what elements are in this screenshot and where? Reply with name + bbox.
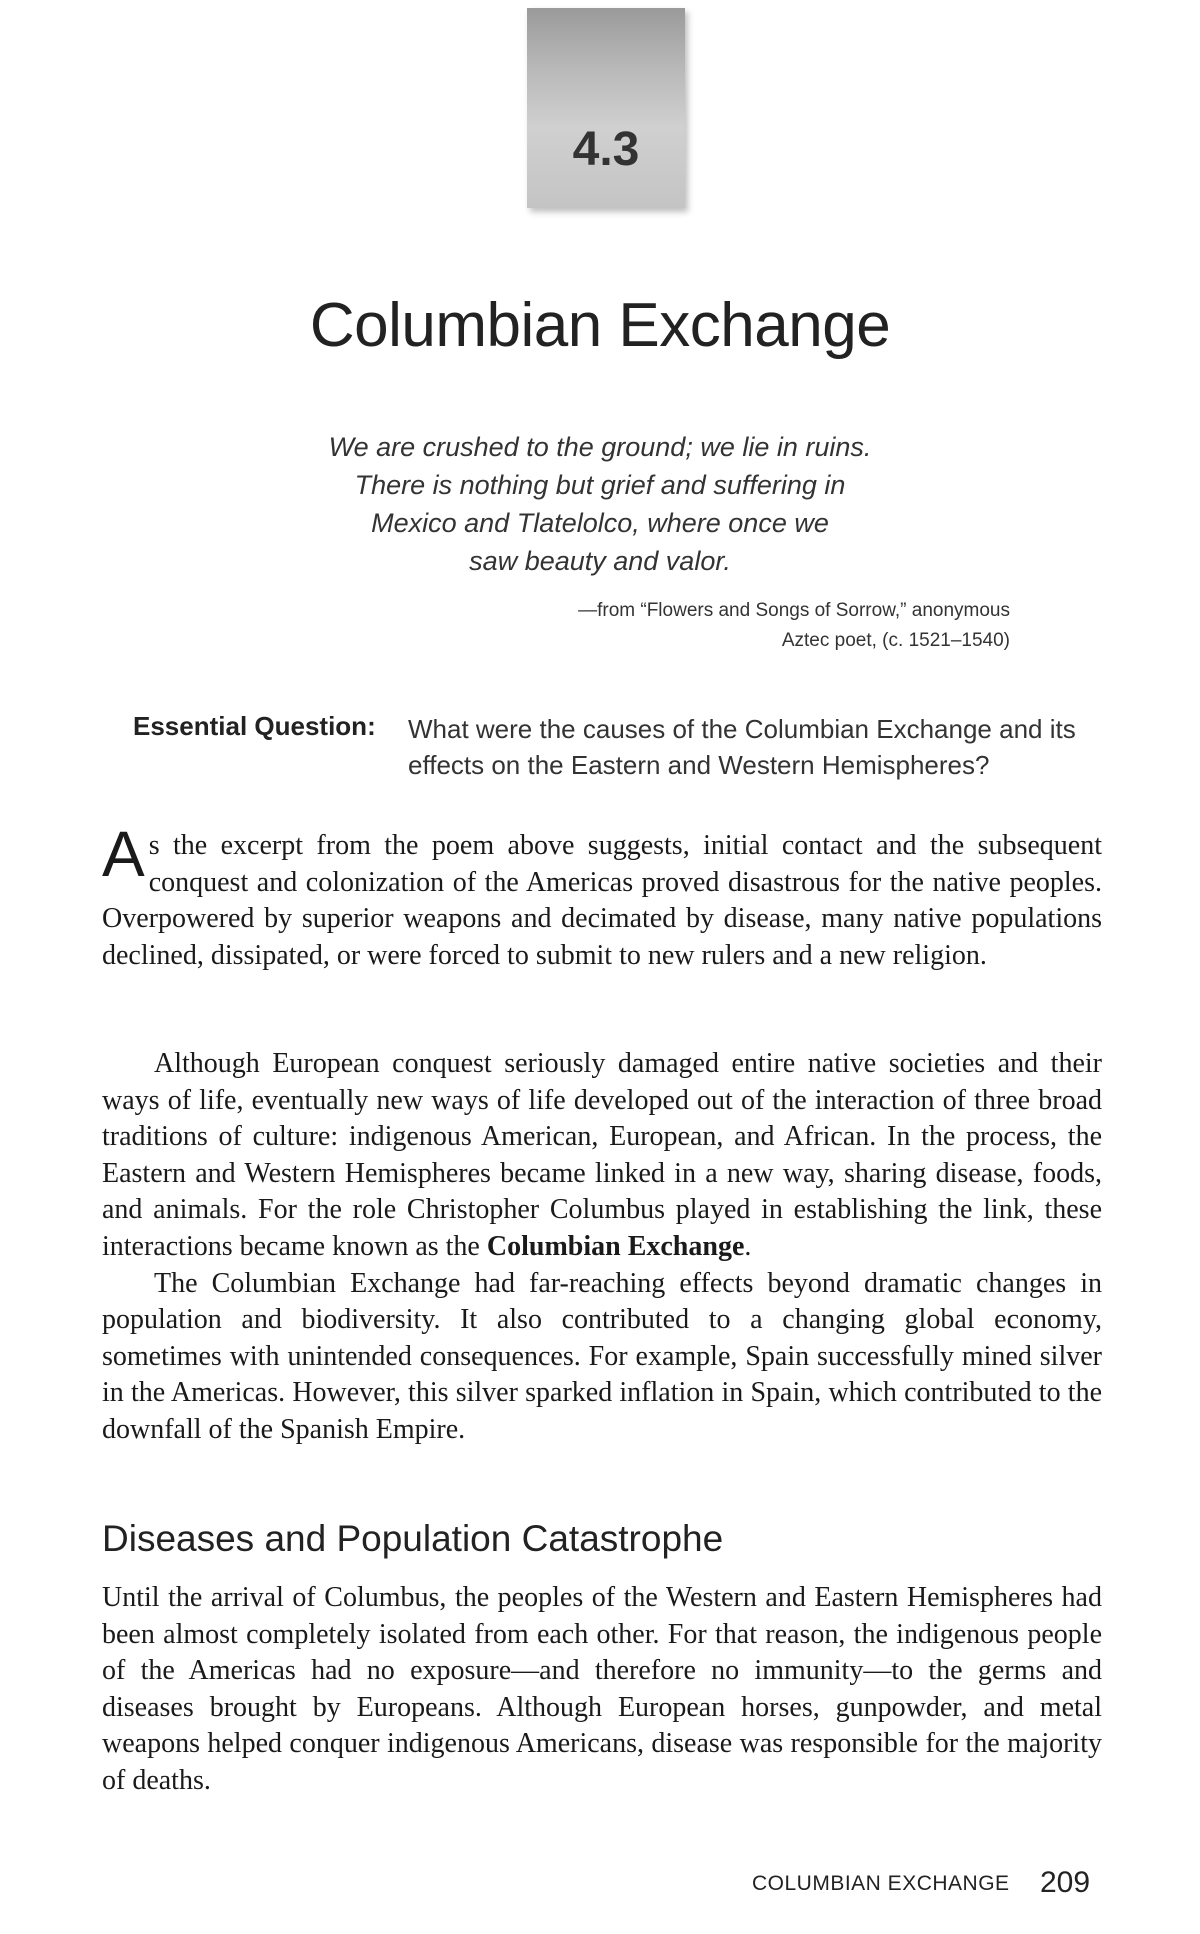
running-head: COLUMBIAN EXCHANGE bbox=[752, 1872, 1010, 1895]
paragraph-3: The Columbian Exchange had far-reaching effects beyond dramatic changes in population and biodiversity. It also contributed to a changing global economy, sometimes with unintended consequences. For example, Spain successfully mined silver in the Americas. However, this silver sparked inflation in Spain, which contributed to the downfall of the Spanish Empire. bbox=[102, 1267, 1102, 1445]
attribution-line: —from “Flowers and Songs of Sorrow,” anonymous bbox=[578, 600, 1010, 621]
page-number: 209 bbox=[1040, 1866, 1091, 1899]
section-paragraph-container bbox=[102, 1580, 1102, 1800]
section-tab bbox=[527, 8, 685, 208]
intro-paragraph bbox=[102, 818, 1102, 974]
epigraph-attribution bbox=[400, 596, 1010, 656]
attribution-line: Aztec poet, (c. 1521–1540) bbox=[781, 630, 1010, 651]
section-heading: Diseases and Population Catastrophe bbox=[102, 1518, 724, 1559]
essential-question-text: What were the causes of the Columbian Exchange and its effects on the Eastern and Western Hemispheres? bbox=[408, 714, 1076, 780]
key-term: Columbian Exchange bbox=[486, 1230, 745, 1262]
paragraph-text: s the excerpt from the poem above suggests, initial contact and the subsequent conquest and colonization of the Americas proved disastrous for the native peoples. Overpowered by superior weapons and decimated by disease, many native populations declined, dissipated, or were forced to submit to new rulers and a new religion. bbox=[102, 830, 1102, 971]
paragraph-text: . bbox=[744, 1230, 752, 1262]
epigraph-line: There is nothing but grief and suffering in bbox=[354, 470, 846, 500]
drop-cap: A bbox=[102, 818, 145, 890]
epigraph-line: saw beauty and valor. bbox=[469, 546, 731, 576]
body-paragraphs bbox=[102, 1046, 1102, 1449]
essential-question-label: Essential Question: bbox=[133, 711, 376, 741]
epigraph bbox=[250, 428, 950, 580]
paragraph-text: Although European conquest seriously damaged entire native societies and their ways of life, eventually new ways of life developed out of the interaction of three broad traditions of culture: indigenous American, European, and African. In the process, the Eastern and Western Hemispheres became linked in a new way, sharing disease, foods, and animals. For the role Christopher Columbus played in establishing the link, these interactions became known as the bbox=[102, 1048, 1102, 1262]
epigraph-line: We are crushed to the ground; we lie in ruins. bbox=[328, 432, 872, 462]
epigraph-line: Mexico and Tlatelolco, where once we bbox=[371, 508, 829, 538]
section-number: 4.3 bbox=[572, 123, 640, 176]
paragraph-2 bbox=[102, 1046, 1102, 1266]
chapter-title: Columbian Exchange bbox=[309, 291, 891, 360]
section-paragraph: Until the arrival of Columbus, the peoples of the Western and Eastern Hemispheres had been almost completely isolated from each other. For that reason, the indigenous people of the Americas had no exposure—and therefore no immunity—to the germs and diseases brought by Europeans. Although European horses, gunpowder, and metal weapons helped conquer indigenous Americans, disease was responsible for the majority of deaths. bbox=[102, 1582, 1102, 1796]
